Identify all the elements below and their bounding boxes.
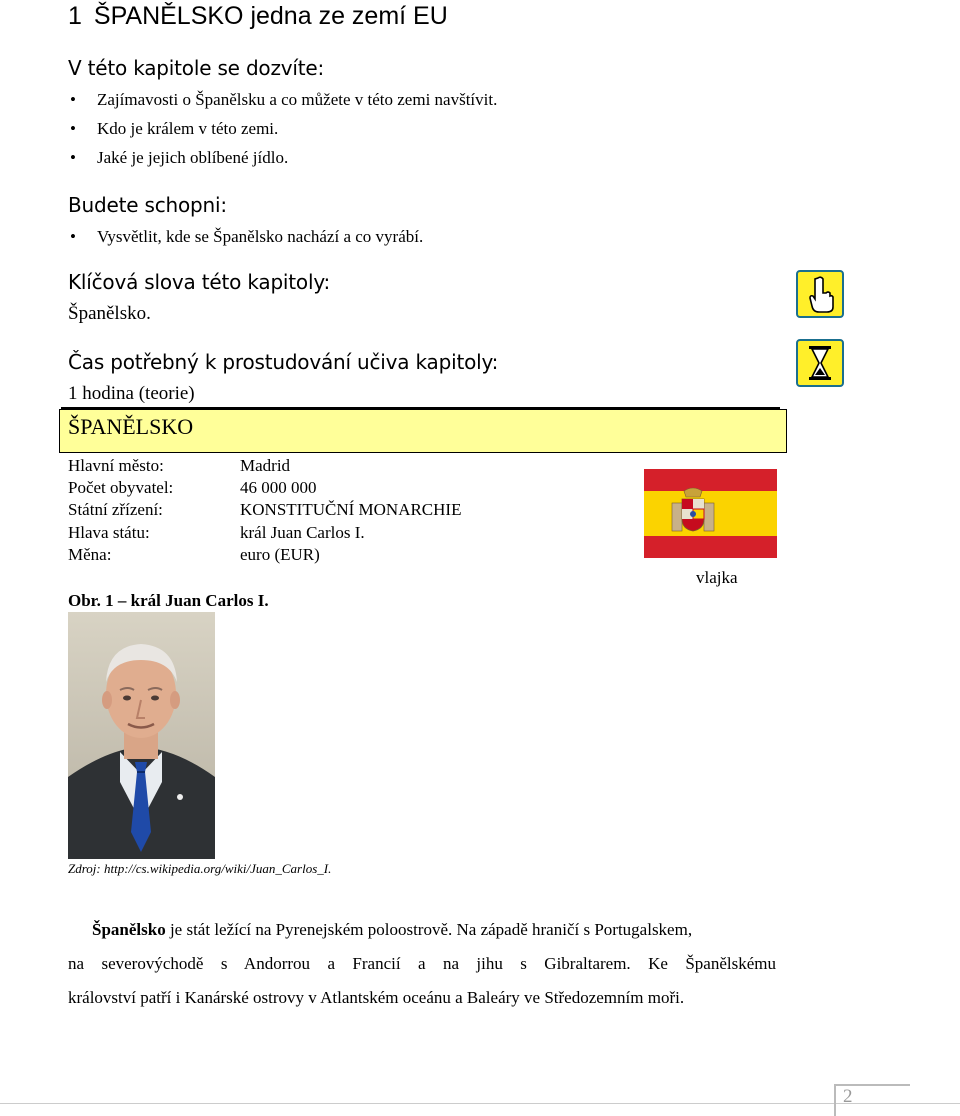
learn-item: • Kdo je králem v této zemi.	[70, 119, 279, 138]
fact-label: Měna:	[68, 545, 112, 564]
spain-flag	[644, 469, 777, 558]
learn-item: • Zajímavosti o Španělsku a co můžete v této zemi navštívit.	[70, 90, 498, 109]
king-portrait-photo	[68, 612, 215, 859]
fact-value: král Juan Carlos I.	[240, 523, 365, 542]
skills-heading: Budete schopni:	[68, 193, 227, 217]
fact-label: Hlavní město:	[68, 456, 164, 475]
country-name-bold: Španělsko	[92, 920, 166, 939]
page-number: 2	[843, 1086, 853, 1107]
country-box-title: ŠPANĚLSKO	[68, 414, 194, 439]
learn-item: • Jaké je jejich oblíbené jídlo.	[70, 148, 289, 167]
fact-label: Počet obyvatel:	[68, 478, 174, 497]
fact-value: 46 000 000	[240, 478, 317, 497]
fact-value: Madrid	[240, 456, 291, 475]
figure-caption: Obr. 1 – král Juan Carlos I.	[68, 591, 269, 610]
fact-label: Státní zřízení:	[68, 500, 163, 519]
fact-value: KONSTITUČNÍ MONARCHIE	[240, 500, 462, 519]
flag-caption: vlajka	[696, 568, 738, 587]
body-line-3: království patří i Kanárské ostrovy v Atlantském oceánu a Baleáry ve Středozemním moři.	[68, 988, 685, 1007]
skills-item: • Vysvětlit, kde se Španělsko nachází a co vyrábí.	[70, 227, 424, 246]
fact-label: Hlava státu:	[68, 523, 150, 542]
time-text: 1 hodina (teorie)	[68, 383, 195, 404]
learn-heading: V této kapitole se dozvíte:	[68, 56, 325, 80]
time-heading: Čas potřebný k prostudování učiva kapitoly:	[68, 350, 499, 374]
keywords-text: Španělsko.	[68, 303, 151, 324]
keywords-heading: Klíčová slova této kapitoly:	[68, 270, 331, 294]
chapter-heading	[68, 2, 448, 31]
fact-value: euro (EUR)	[240, 545, 320, 564]
chapter-title: ŠPANĚLSKO jedna ze zemí EU	[93, 2, 448, 30]
image-source: Zdroj: http://cs.wikipedia.org/wiki/Juan_Carlos_I.	[68, 861, 332, 876]
footer-line	[0, 1103, 960, 1104]
pointing-finger-icon	[796, 270, 844, 318]
body-line-2: na severovýchodě s Andorrou a Francií a na jihu s Gibraltarem. Ke Španělskému	[68, 954, 776, 973]
chapter-number: 1	[68, 2, 82, 30]
hourglass-icon	[796, 339, 844, 387]
body-line-1: Španělsko je stát ležící na Pyrenejském poloostrově. Na západě hraničí s Portugalskem,	[92, 920, 693, 939]
